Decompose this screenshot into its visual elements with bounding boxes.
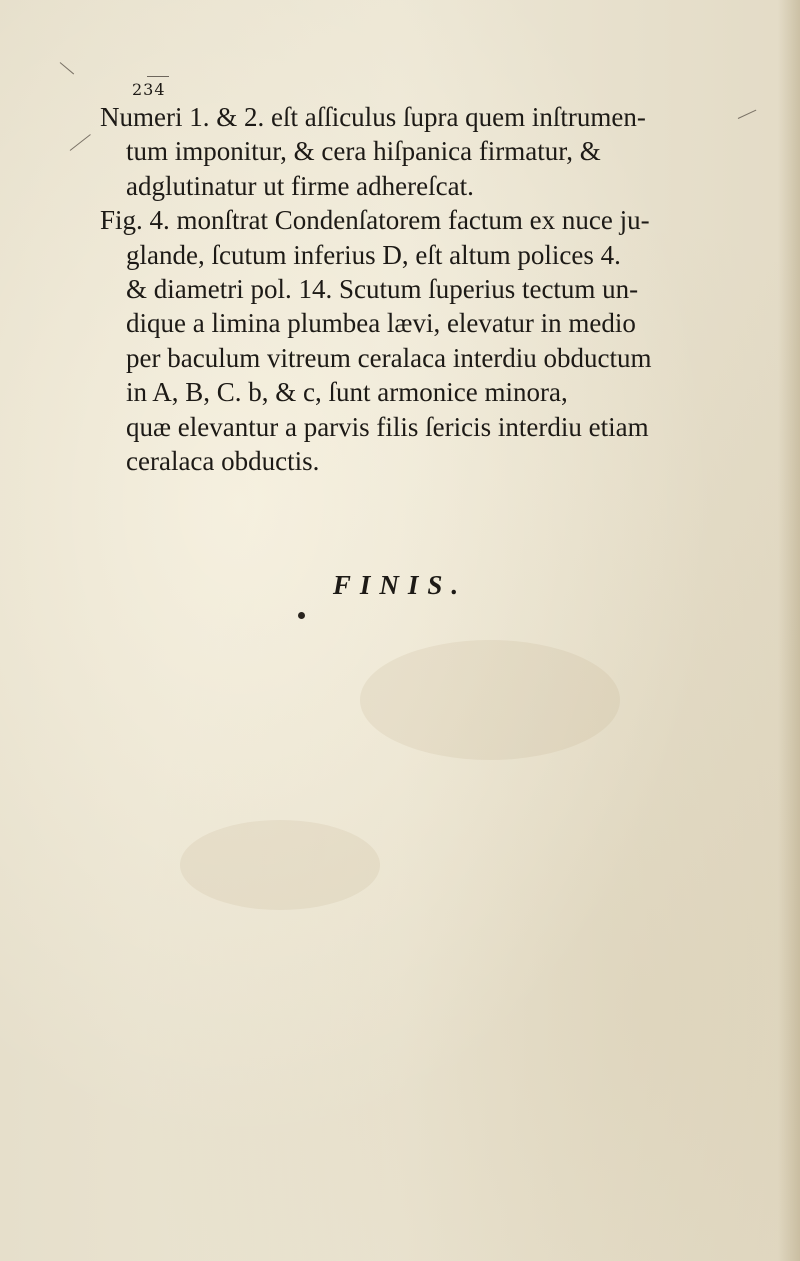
scratch-mark (60, 62, 74, 74)
text-line: tum imponitur, & cera hiſpanica firmatur, & (126, 136, 601, 167)
scratch-mark (738, 110, 757, 119)
page-edge-shadow (778, 0, 800, 1261)
scratch-mark (70, 134, 91, 151)
text-line: ceralaca obductis. (126, 446, 320, 477)
text-line: dique a limina plumbea lævi, elevatur in medio (126, 308, 636, 339)
text-line: in A, B, C. b, & c, ſunt armonice minora, (126, 377, 568, 408)
page-number-overline (147, 76, 169, 77)
paper-stain (360, 640, 620, 760)
text-line: adglutinatur ut firme adhereſcat. (126, 170, 474, 201)
text-line: glande, ſcutum inferius D, eſt altum polices 4. (126, 239, 621, 270)
ink-dot (298, 612, 305, 619)
body-text (100, 100, 740, 478)
paper-stain (180, 820, 380, 910)
finis-heading: FINIS. (332, 570, 468, 600)
text-line: Numeri 1. & 2. eſt aſſiculus ſupra quem inſtrumen- (100, 102, 646, 132)
text-line: Fig. 4. monſtrat Condenſatorem factum ex nuce ju- (100, 205, 650, 236)
page-number: 234 (132, 80, 166, 99)
text-line: per baculum vitreum ceralaca interdiu obductum (126, 342, 652, 373)
text-line: quæ elevantur a parvis filis ſericis interdiu etiam (126, 411, 649, 442)
text-line: & diametri pol. 14. Scutum ſuperius tectum un- (126, 274, 639, 305)
